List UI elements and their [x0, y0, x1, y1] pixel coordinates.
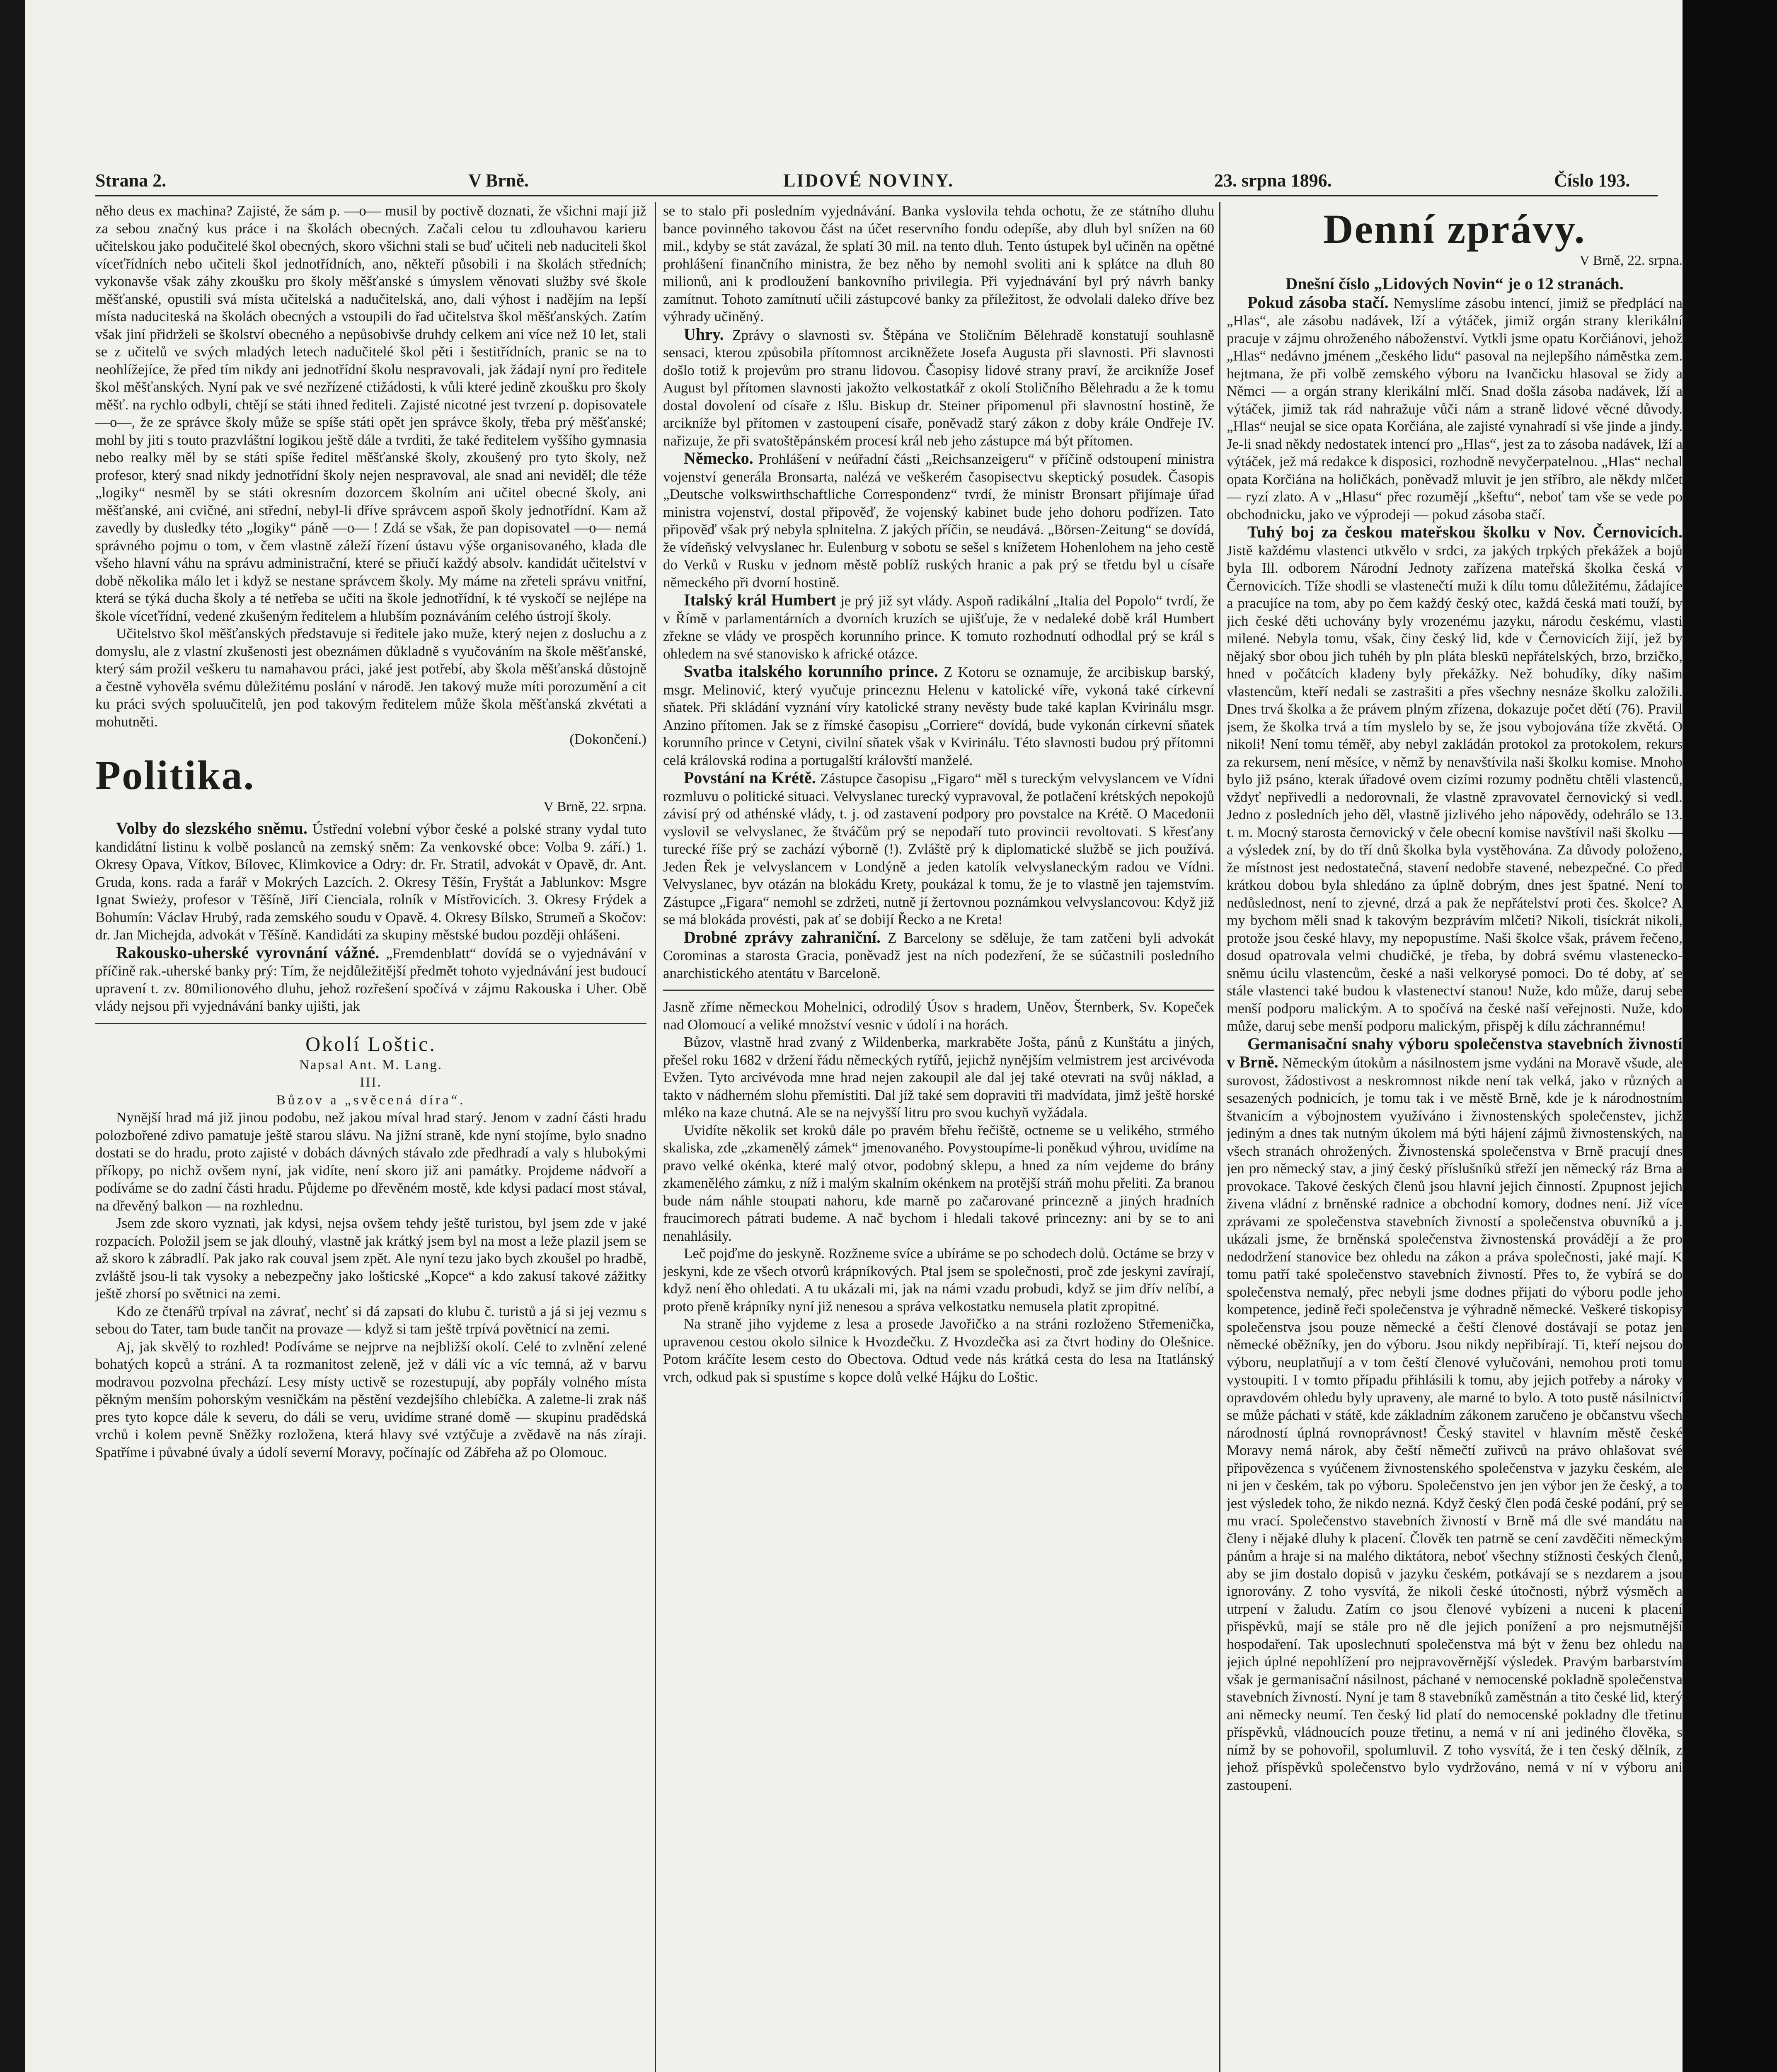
feuilleton-text: Jsem zde skoro vyznati, jak kdysi, nejsa ovšem tehdy ještě turistou, byl jsem zde v jaké rozpacích. Položil jsem se jak dlouhý, vlastně jak krátký jsem byl na most a leže plazil jsem se až skoro k zábradlí. Pak jako rak couval jsem zpět. Ale nyní tezu jako bych zkoušel po hradbě, zvláště jsou-li tak vysoky a nebezpečny jako lošticské „Kopce“ a kdo zakusí takové zážitky ještě zhorsí po světnici na zemi. — [95, 1215, 646, 1302]
article-heading: Italský král Humbert — [684, 591, 837, 609]
article-heading: Volby do slezského sněmu. — [116, 819, 307, 838]
article-text: Nemyslíme zásobu intencí, jimiž se předplácí na „Hlas“, ale zásobu nadávek, lží a výtáček, jimiž orgán strany klerikální pracuje v zájmu ohroženého náboženství. Vytkli jsme opatu Korčiánovi, jehož „Hlas“ nedávno jménem „českého lidu“ pasoval na nejlepšího náměstka zem. hejtmana, že při volbě zemského výboru na Ivančicku hlasoval se židy a Němci — a orgán strany klerikální mlčí. Snad došla zásoba nadávek, lží a výtáček, jimiž tak rád nahražuje vůči nám a straně lidové věcné důvody. „Hlas“ neujal se sice opata Korčiána, ale zajisté vynahradí si vše jinde a jindy. Je-li snad někdy nedostatek intencí pro „Hlas“, jest za to zásoba nadávek, lží a výtáček, jež má redakce k disposici, rozhodně nevyčerpatelnou. „Hlas“ nechal opata Korčiána na holičkách, poněvadž mluvit je jen stříbro, ale někdy mlčet — ryzí zlato. A v „Hlasu“ přec rozumějí „kšeftu“, neboť tam vše se vede po obchodnicku, jako ve výprodeji — pokud zásoba stačí. — [1227, 295, 1683, 523]
article-text: něho deus ex machina? Zajisté, že sám p. —o— musil by poctivě doznati, že všichni mají již za sebou značný kus práce i na školách obecných. Začali celou tu zdlouhavou karieru učitelskou jako podučitelé škol obecných, skoro všichni stali se buď učiteli neb naduciteli škol víceťřídních nebo učiteli škol jednotřídních, ano, někteří působili i na školách středních; vykonavše však záhy zkoušku pro školy měšťanské s úmyslem věnovati služby své škole měšťanské, opustili svá místa učitelská a nadučitelská, ano, dali výhost i nadějím na lepší místa naduciteská na školách obecných a vstoupili do řad učitelstva škol měšťanských. Zatím však jiní přidrželi se školství obecného a nepůsobivše druhdy celkem ani více než 10 let, stali se z učitelů ve svých mladých letech nadučitelé škol pěti i šestitřídních, pranic se na to neohlížejíce, že před tím nikdy ani jednotřídní školu nespravovali, jak žádají nyní pro ředitele škol měšťanských. Nyní pak ve své nezřízené ctižádosti, k vůli které jedině zkoušku pro školy měšť. na rychlo odbyli, chtějí se státi ihned řediteli. Zajisté nicotné jest tvrzení p. dopisovatele —o—, že ze správce školy může se spíše státi opět jen správce školy, třeba prý měšťanské; mohl by jiti s touto prazvláštní logikou ještě dále a tvrditi, že také ředitelem vyššího gymnasia nebo realky měl by se státi spíše ředitel měšťanské školy, zkoušený pro tyto školy, než profesor, který snad nikdy jednotřídní školy nejen nespravoval, ale snad ani neviděl; dle téže „logiky“ nesměl by se státi okresním dozorcem školním ani učitel obecné školy, ani měšťanské, ani cvičné, ani střední, nebyl-li dříve správcem aspoň školy jednotřídní. Kam až zavedly by dusledky této „logiky“ páně —o— ! Zdá se však, že pan dopisovatel —o— nemá správného pojmu o tom, v čem vlastně záleží řízení ústavu výše organisovaného, klada dle všeho hlavní váhu na správu administrační, které se přiučí každý absolv. kandidát učitelství v době několika málo let i když se nestane správcem školy. My máme na zřeteli správu vnitřní, která se týká ducha školy a té netřeba se učiti na škole jednotřídní, k té vyskočí se nejlépe na škole víceťřídní, vedené zkušeným ředitelem a hlubším poznáváním celého ústrojí školy. — [95, 203, 646, 624]
article-text: Německým útokům a násilnostem jsme vydáni na Moravě všude, ale surovost, žádostivost a neskromnost nikde není tak velká, jako v různých a sesazených podnicích, je tomu tak i ve městě Brně, kde je k národnostním štvanicím a výbojnostem využíváno i živnostenských společenstev, jichž jediným a dnes tak nutným úkolem má býti hájení zájmů živnostenských, na všech stranách ohrožených. Živnostenská společenstva v Brně pracují dnes jen pro německý stav, a jiný český příslušníků střeží jen německý ráz Brna a provokace. Takové českých členů jsou hlavní jejich činností. Zpupnost jejich živena vládní z brněnské radnice a obchodní komory, dodnes není. Již více zprávami ze společenstva stavebních živností a společenstva obuvníků a j. ukázali jsme, že brněnská společenstva živnostenská provádějí a že pro nedodržení stanovice bez ohledu na zákon a práva společnosti, jaké mají. K tomu patří také společenstvo stavebních živností. Přes to, že vybírá se do společenstva nemalý, přec nebyli jsme dodnes přijati do výboru podle jeho kompetence, jedině řeči společenstva je výhradně německé. Veškeré tiskopisy společenstva jsou pouze německé a čeští členové dostávají se potaz jen německé oběžníky, jen do výboru. Jsou nikdy nepřibírají. Ti, kteří nejsou do výboru, neuplatňují a v tom čeští členové vylučováni, nemohou proti tomu vystoupiti. I v tomto případu přihlásili k tomu, aby jejich potřeby a nároky v opravdovém ohledu byly upraveny, ale marné to bylo. A toto pustě násilnictví se může páchati v státě, kde základním zákonem zaručeno je občanstvu všech národností úplná rovnoprávnost! Český stavitel v hlavním městě české Moravy nemá nárok, aby čeští němečtí zuřivců na právo ohlašovat své připovězenca s vyúčenem živnostenského společenstva v jazyku českém, ale ni jen v českém, tak po výboru. Společenstvo jen jen výbor jen že český, a to jest výsledek toho, že nikdo nezná. Když český člen podá české podání, prý se mu vrací. Společenstvo stavebních živností v Brně má dle své mandátu na členy i nějaké dluhy k placení. Člověk ten patrně se cení zavděčiti německým pánům a hraje si na malého diktátora, neboť všechny stížnosti českých členů, aby se jim dostalo dopisů v jazyku českém, potkávají se s nezdarem a jsou ignorovány. Z toho vysvítá, že nikoli české útočnosti, nýbrž výsměch a utrpení v žaludu. Zatím co jsou členové vybízeni a nuceni k placení přispěvků, mají se stále pro ně dle jejich ponížení a pro nejsmutnější hospodaření. Tak uposlechnutí společenstva má být v ženu bez ohledu na jejich úplné nepohlížení pro nejpravověrnější výsledek. Pravým barbarstvím však je germanisační násilnost, páchané v nemocenské pokladně společenstva stavebních živností. Nyní je tam 8 stavebníků zaměstnán a tito české lid, který ani německy neumí. Ten český lid platí do nemocenské pokladny dle třetinu příspěvků, vládnoucích pouze třetinu, a nemá v ní ani jediného člověka, s nímž by se pohovořil, spolumluvil. Z toho vysvítá, že i ten český dělník, z jehož příspěvků společenstvo bylo vydržováno, nemá v ní v výboru ani zastoupení. — [1227, 1055, 1683, 1793]
running-header — [95, 166, 1658, 196]
article-heading: Drobné zprávy zahraniční. — [684, 927, 881, 946]
article-text: je prý již syt vlády. Aspoň radikální „Italia del Popolo“ tvrdí, že v Římě v parlamentárních a dvorních kruzích se ujišťuje, že v nedaleké době král Humbert zřekne se vlády ve prospěch korunního prince. K tomuto rozhodnutí odhodlal prý se král s ohledem na své stanovisko k africké otázce. — [663, 593, 1214, 662]
column-1 — [95, 202, 646, 2072]
place-label: V Brně. — [468, 170, 529, 191]
article-heading: Uhry. — [684, 324, 724, 344]
dateline: V Brně, 22. srpna. — [1579, 253, 1683, 268]
feuilleton-text: Uvidíte několik set kroků dále po pravém břehu řečiště, octneme se u velikého, strmého skaliska, zde „zkamenělý zámek“ jmenovaného. Povystoupíme-li poněkud výhrou, uvidíme na pravo velké okénka, které malý otvor, podobný sklepu, a hned za ním vejdeme do brány zkamenělého zámku, z níž i malým skalním okénkem na protější stráň mohu přeliti. Za branou bude nám náhle stoupati nahoru, kde marně po začarované princezně a jiných hradních fraucimorech pátrati budeme. A nač bychom i hledali takové princezny: ani by se to ani nenahlásily. — [663, 1122, 1214, 1244]
divider — [95, 1023, 646, 1024]
feuilleton-text: Na straně jiho vyjdeme z lesa a prosede Javořičko a na stráni rozloženo Střemenička, upravenou cestou okolo silnice k Hvozdečku. Z Hvozdečka asi za čtvrt hodiny do Olešnice. Potom kráčíte lesem cesto do Obectova. Odtud vede nás krátká cesta do lesa na Itatlánský vrch, odkud pak si spustíme s kopce dolů velké Hájku do Loštic. — [663, 1316, 1214, 1385]
article-heading: Rakousko-uherské vyrovnání vážné. — [116, 943, 380, 962]
issue-notice: Dnešní číslo „Lidových Novin“ je o 12 stranách. — [1286, 274, 1624, 293]
article-text: Prohlášení v neúřadní části „Reichsanzeigeru“ v příčině odstoupení ministra vojenství generála Bronsarta, nalézá ve veškerém časopisectvu skeptický posudek. Časopis „Deutsche volkswirthschaftliche Correspondenz“ tvrdí, že ministr Bronsart přijímaje úřad ministra vojenství, dostal připověď, že vojenský kabinet bude jeho dohoru podřízen. Tato připověď však prý nebyla splnitelna. Z jakých příčin, se neudává. „Börsen-Zeitung“ se dovídá, že vídeňský velvyslanec hr. Eulenburg v sobotu se sešel s knížetem Hohenlohem na jeho cestě do Verků v Rusku v jednom městě poblíž ruských hranic a pak prý se třetdu byl u císaře německého při dvorní hostině. — [663, 451, 1214, 591]
feuilleton-text: Bůzov, vlastně hrad zvaný z Wildenberka, markraběte Jošta, pánů z Kunštátu a jiných, přešel roku 1682 v držení řádu německých rytířů, jejichž nynějším velmistrem jest arcivévoda Evžen. Tyto arcivévoda mne hrad nejen zakoupil ale dal jej také otevrati na svůj náklad, a takto v nádherném slohu přemístiti. Dal jíž také sem dopraviti tři madvídata, jimž ještě horské mléko na kaze chutná. Ale se na nejvyšší litru pro svou kuchyň vyžádala. — [663, 1034, 1214, 1121]
feuilleton-text: Aj, jak skvělý to rozhled! Podíváme se nejprve na nejbližší okolí. Celé to zvlnění zelené bohatých kopců a strání. A ta rozmanitost zeleně, jež v dáli víc a víc temná, až v barvu modravou pozvolna přechází. Lesy místy uctivě se rozestupují, aby popřály volného místa pěkným menším pohorským vesničkám na pěstění vezdejšího chlebíčka. A zaletne-li zrak náš pres tyto kopce dále k severu, do dáli se veru, uvidíme strané domě — skupinu pradědská vrchů i kolem pevně Sněžky rozložena, která hlavy své vztýčuje a zvědavě na nás zíraji. Spatříme i půvabné úvaly a údolí severní Moravy, počínajíc od Zábřeha až po Olomouc. — [95, 1338, 646, 1460]
continued-note: (Dokončení.) — [569, 731, 646, 747]
article-text: Ústřední volební výbor české a polské strany vydal tuto kandidátní listinu k volbě poslanců na zemský sněm: Za venkovské obce: Volba 9. září.) 1. Okresy Opava, Vítkov, Bílovec, Klimkovice a Odry: dr. Fr. Stratil, advokát v Opavě, dr. Ant. Gruda, kons. rada a farář v Mokrých Lazcích. 2. Okresy Těšín, Fryštát a Jablunkov: Msgre Ignat Swieży, profesor v Těšíně, Jiří Cienciala, rolník v Místřovicích. 3. Okresy Frýdek a Bohumín: Václav Hrubý, rada zemského soudu v Opavě. 4. Okresy Bílsko, Strumeň a Skočov: dr. Jan Michejda, advokát v Těšíně. Kandidáti za skupiny městské budou později ohlášeni. — [95, 821, 646, 943]
column-rule — [655, 202, 656, 2072]
feuilleton-title: Okolí Loštic. — [305, 1032, 436, 1055]
page-number: Strana 2. — [95, 170, 167, 191]
divider — [663, 990, 1214, 991]
column-3 — [1227, 202, 1683, 2072]
article-text: Zprávy o slavnosti sv. Štěpána ve Stoličním Bělehradě konstatují souhlasně sensaci, kterou způsobila přítomnost arcikněžete Josefa Augusta při slavnosti. Při slavnosti došlo totiž k projevům pro stranu lidovou. Časopisy lidové strany praví, že arcikníže Josef August byl přítomen slavnosti jakožto velkostatkář z okolí Stoličního Bělehradu a že k tomu dostal dovolení od císaře z Išlu. Biskup dr. Steiner připomenul při slavnostní hostině, že arcikníže byl přítomen v zastoupení císaře, poněvadž starý zákon z doby krále Ondřeje IV. nařizuje, že při svatoštěpánském procesí král neb jeho zástupce má být přítomen. — [663, 327, 1214, 449]
article-text: Zástupce časopisu „Figaro“ měl s tureckým velvyslancem ve Vídni rozmluvu o politické situaci. Velvyslanec turecký vypravoval, že potlačení krétských nepokojů závisí prý od athénské vlády, t. j. od zastavení podpory pro povstalce na Krétě. O Macedonii vyslovil se velvyslanec, že štváčům prý se nepodaří tuto provincii revoltovati. S křesťany turecké říše prý se zachází výborně (!). Zvláště prý k diplomatické službě se jich používá. Jeden Řek je velvyslancem v Londýně a jeden katolík velvyslaneckým radou ve Vídni. Velvyslanec, byv otázán na blokádu Krety, poukázal k tomu, že je to vlastně jen tajemstvím. Zástupce „Figara“ nemohl se zdržeti, nutně jí žertovnou poznámkou velvyslancovou: Když již se má blokáda provésti, pak ať se dobijí Řecko a ne Kreta! — [663, 770, 1214, 927]
issue-date: 23. srpna 1896. — [1214, 170, 1332, 191]
article-heading: Povstání na Krétě. — [684, 768, 816, 787]
dateline: V Brně, 22. srpna. — [543, 799, 646, 814]
article-text: Jistě každému vlastenci utkvělo v srdci, za jakých trpkých překážek a bojů byla Ill. odborem Národní Jednoty zařízena mateřská školka česká v Černovicích. Tíže shodli se vlastenečtí muži k dílu tomu důležitému, žádajíce a pracujíce na tom, aby po čem každý český otec, každá česká mati touží, by jich české děti uchovány byly vrozenému jazyku, národu českému, vlasti milené. Nebyla tomu, však, činy český lid, kde v Černovicích žijí, jež by nějaký sbor obou jich tuhéh by pln pláta bleskū nepřátelských, brzo, brzičko, hned v počátcích kladeny byly překážky. Než bohudíky, díky našim vlastencům, kteří nedali se zastrašiti a přes všechny nesnáze školku založili. Dnes trvá školka a že právem plným zřízena, dokazuje počet dětí (76). Pravil jsem, že školka trvá a tím myslelo by se, že jsou vybojována tíže zkvětá. O nikoli! Není tomu téměř, aby nebyl zakládán protokol za protokolem, rekurs za rekursem, není měsíce, v němž by nenavštívila naši školku komise. Mnoho bylo již psáno, kterak úřadové ovem cizími rozumy podnětu chtěli vlastenců, vždyť nepřivedli a nedorovnali, že vlastně zpravovatel černovický si vedl. Jedno z posledních jeho děl, vlastně jizlivého jeho nápovědy, odehrálo se 13. t. m. Mocný starosta černovický v čele obecní komise navštívil naši školku — a výsledek zní, by do tří dnů školka byla vystěhována. Za důvody položeno, že místnost jest nedostatečná, stavení nedobře stavené, nebezpečné. Co před krátkou dobou byla shledáno za úplně dobrým, dnes jest špatné. Není to nedůslednost, není to zjevné, drzá a pak že nepřátelství proti čes. školce? A my bychom měli snad k takovým bezprávím mlčeti? Nikoli, tisíckrát nikoli, protože jsou české hlavy, my nepopustíme. Naši školce však, právem řečeno, dosud opatrovala velmi chudičké, je třeba, by dobrá svému vlastenecko-sněmu úcilu vlastencům, české a naši velkorysé pomoci. Do té doby, ať se stále vlastenci také budou k vlastenectví stanou! Nuže, kdo může, daruj sebe menší podporu malickým. A to spočívá na české naší veřejnosti. Nuže, kdo může, daruj sebe menší podporu malickým, přispěj k dílu záchrannému! — [1227, 542, 1683, 1034]
article-text: „Fremdenblatt“ dovídá se o vyjednávání v příčině rak.-uherské banky prý: Tím, že nejdůležitější předmět tohoto vyjednávání jest budoucí upravení t. zv. 80milionového dluhu, jehož rozřešení spočívá v zájmu Rakouska i Uher. Obě vlády nejsou při vyjednávání banky ujišti, jak — [95, 945, 646, 1014]
section-title-politika: Politika. — [95, 752, 255, 798]
feuilleton-subtitle: Bůzov a „svěcená díra“. — [276, 1092, 466, 1108]
feuilleton-author: Napsal Ant. M. Lang. — [299, 1057, 443, 1072]
feuilleton-text: Leč pojďme do jeskyně. Rozžneme svíce a ubíráme se po schodech dolů. Octáme se brzy v jeskyni, kde ze všech otvorů krápníkových. Ptal jsem se společnosti, proč zde jeskyni zavírají, když není ěho ohledati. A tu ukázali mi, jak na námi vzadu probudi, když se jim dřív nelíbí, a proto přeně krápníky nyní již nenesou a správa velkostatku nemusela platit zpropitné. — [663, 1245, 1214, 1314]
newspaper-title: LIDOVÉ NOVINY. — [783, 170, 954, 191]
article-heading: Germanisační snahy výboru společenstva stavebních živností v Brně. — [1227, 1034, 1683, 1071]
article-heading: Tuhý boj za českou mateřskou školku v Nov. Černovicích. — [1247, 523, 1683, 541]
article-heading: Svatba italského korunního prince. — [684, 662, 938, 680]
issue-number: Číslo 193. — [1554, 170, 1630, 191]
article-heading: Německo. — [684, 449, 753, 467]
feuilleton-text: Kdo ze čtenářů trpíval na závrať, nechť si dá zapsati do klubu č. turistů a já si jej vezmu s sebou do Tater, tam bude tančit na provaze — když si tam ještě trpívá povětnicí na zemi. — [95, 1303, 646, 1337]
feuilleton-text: Nynější hrad má již jinou podobu, než jakou míval hrad starý. Jenom v zadní části hradu polozbořené zdivo pamatuje ještě starou slávu. Na jižní straně, kde nyní stojíme, bylo snadno dostati se do hradu, proto zajisté v dobách dávných stávalo zde předhradí a valy s hlubokými příkopy, po nichž ovšem nyní, jak vidíte, není skoro již ani památky. Projdeme nádvoří a podíváme se do zadní části hradu. Půjdeme po dřevěném mostě, kde kdysi padací most stával, na dřevěný balkon — na rozhlednu. — [95, 1109, 646, 1214]
column-2 — [663, 202, 1214, 2072]
article-text: Z Barcelony se sděluje, že tam zatčeni byli advokát Corominas a starosta Gracia, poněvadž jest na ních podezření, že se súčastnili posledního anarchistického atentátu v Barceloně. — [663, 929, 1214, 981]
column-rule — [1219, 202, 1220, 2072]
article-text: Z Kotoru se oznamuje, že arcibiskup barský, msgr. Melinović, který vyučuje princeznu Helenu v katolické víře, vykoná také církevní sňatek. Při skládání vyznání víry katolické strany nevěsty bude také kaplan Kvirinálu msgr. Anzino přítomen. Jak se z římské časopisu „Corriere“ dovídá, bude vykonán církevní sňatek korunního prince v Cetyni, civilní sňatek však v Kvirinálu. Této slavnosti budou prý přítomni celá královská rodina a portugalští královští manželé. — [663, 664, 1214, 768]
article-text: Učitelstvo škol měšťanských představuje si ředitele jako muže, který nejen z dosluchu a z domyslu, ale z vlastní zkušenosti jest obeznámen důkladně s vyučováním na škole měšťanské, který sám prožil veškeru tu namahavou práci, jaké jest potřebí, aby škola měšťanská důstojně a čestně vyhověla svému důležitému poslání v národě. Jen takový muže míti porozumění a cit ku práci svých spoluučitelů, jen pod takovým ředitelem může škola měšťanská zkvétati a mohutněti. — [95, 625, 646, 730]
feuilleton-text: Jasně zříme německou Mohelnici, odrodilý Úsov s hradem, Uněov, Šternberk, Sv. Kopeček nad Olomoucí a veliké množství vesnic v údolí i na horách. — [663, 999, 1214, 1033]
article-heading: Pokud zásoba stačí. — [1247, 293, 1389, 312]
article-text: se to stalo při posledním vyjednávání. Banka vyslovila tehda ochotu, že ze státního dluhu bance povinného takovou část na účet reservního fondu odepíše, aby dluh byl snížen na 60 mil., kdyby se stát zavázal, že splatí 30 mil. na tento dluh. Tento ústupek byl učiněn na opětné prohlášení finančního ministra, že bez něho by nemohl svoliti ani k splátce na dluh 80 milionů, ani k prodloužení bankovního privilegia. Při vyjednávání byl prý návrh banky zamítnut. Tohoto zamítnutí učili zástupcové banky za příležitost, že odvolali daleko dříve bez výhrady učiněný. — [663, 203, 1214, 324]
section-title-denni-zpravy: Denní zprávy. — [1323, 206, 1586, 252]
scan-edge — [1683, 0, 1777, 2072]
feuilleton-part: III. — [360, 1075, 382, 1090]
